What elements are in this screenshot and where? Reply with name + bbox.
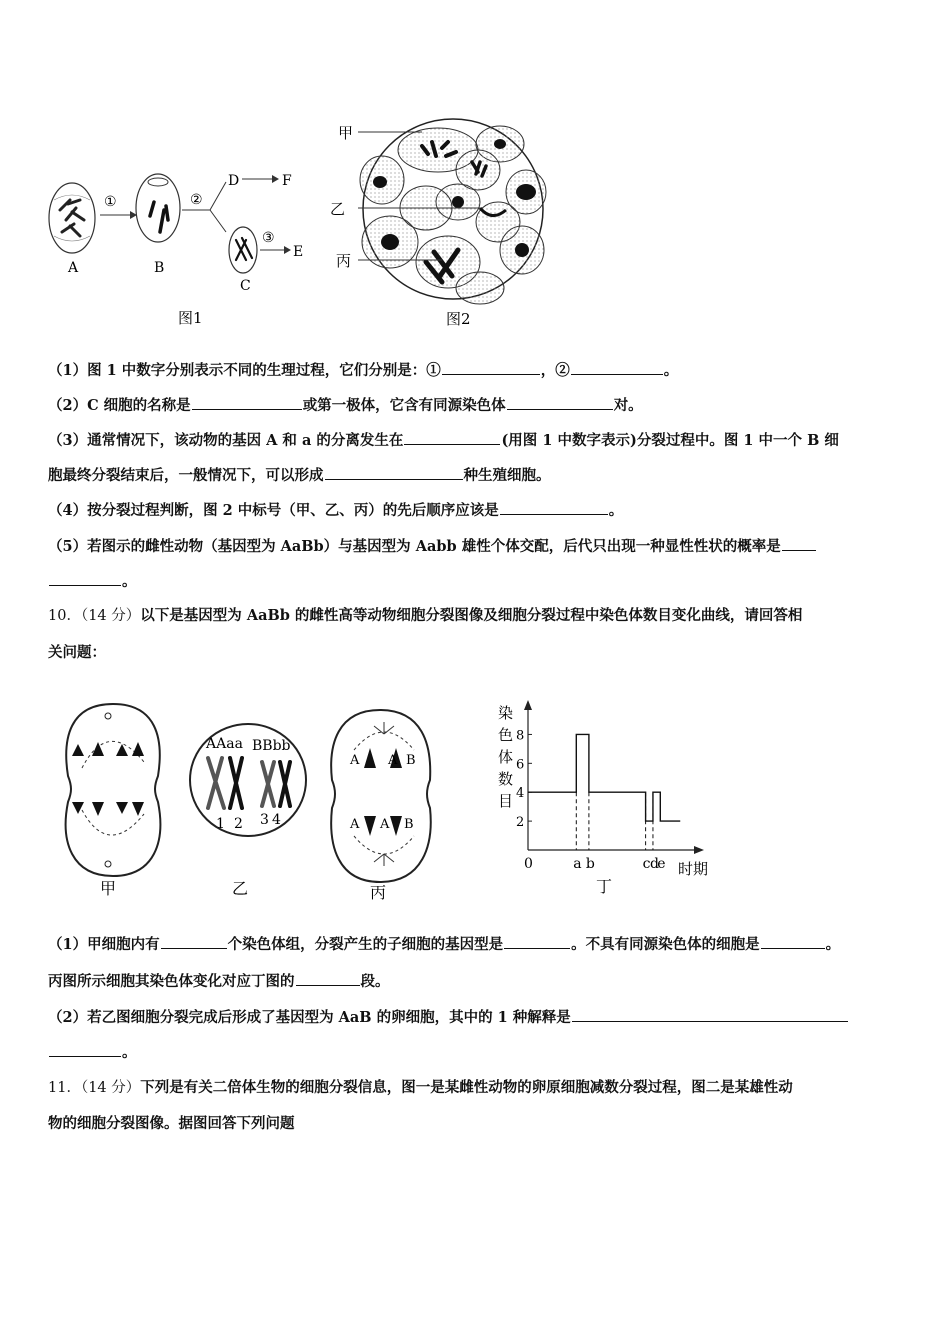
chart-y-title-char: 体 xyxy=(498,748,514,766)
cell-C-label: C xyxy=(240,278,251,294)
bing-gene-1: A xyxy=(350,753,360,768)
q10-blank-5[interactable] xyxy=(572,1007,848,1022)
chart-x-tick-label: b xyxy=(585,856,595,872)
chart-x-tick-label: 0 xyxy=(524,856,533,872)
q11-prompt-cont: 物的细胞分裂图像。据图回答下列问题 xyxy=(48,1115,295,1132)
yi-genes-right: BBbb xyxy=(252,738,291,754)
product-E: E xyxy=(293,244,304,260)
q10-part1: （1）甲细胞内有 个染色体组，分裂产生的子细胞的基因型是 。不具有同源染色体的细胞是 。 xyxy=(48,936,841,953)
figure-1 xyxy=(40,160,330,340)
chart-y-tick-label: 6 xyxy=(516,757,525,773)
arrow-3-label: ③ xyxy=(262,230,275,246)
yi-number-4: 4 xyxy=(272,812,281,828)
q9-part5: （5）若图示的雌性动物（基因型为 AaBb）与基因型为 Aabb 雄性个体交配，后代只出现一种显性性状的概率是 xyxy=(48,536,817,557)
chart-y-title xyxy=(498,704,513,810)
q10-blank-5-cont[interactable] xyxy=(49,1042,121,1057)
arrow-1-label: ① xyxy=(104,194,117,210)
figure-2-label-yi: 乙 xyxy=(330,200,346,218)
q10-blank-3[interactable] xyxy=(761,934,825,949)
chart-series-line xyxy=(528,734,680,821)
figure-2-label-bing: 丙 xyxy=(336,252,352,270)
q9-blank-2[interactable] xyxy=(571,360,663,375)
q9-part3-cont: 胞最终分裂结束后，一般情况下，可以形成 种生殖细胞。 xyxy=(48,467,551,484)
yi-number-1: 1 xyxy=(216,816,225,832)
chart-x-arrow xyxy=(694,846,704,854)
q10-part1-cont: 丙图所示细胞其染色体变化对应丁图的 段。 xyxy=(48,973,390,990)
chart-x-title: 时期 xyxy=(678,860,709,878)
figure-2-caption: 图2 xyxy=(446,310,471,328)
q9-part2: （2）C 细胞的名称是 或第一极体，它含有同源染色体 对。 xyxy=(48,397,643,414)
cell-yi-label: 乙 xyxy=(232,879,249,898)
chart-x-tick-label: e xyxy=(657,856,666,872)
q9-blank-5[interactable] xyxy=(404,430,500,445)
cell-A xyxy=(49,183,95,253)
q9-blank-8[interactable] xyxy=(782,536,816,551)
chart-y-tick-label: 8 xyxy=(516,728,525,744)
figure-2-label-jia: 甲 xyxy=(338,124,354,142)
q9-blank-8-cont[interactable] xyxy=(49,571,121,586)
q9-blank-1[interactable] xyxy=(442,360,540,375)
cell-yi xyxy=(186,718,314,898)
chart-y-title-char: 目 xyxy=(498,792,514,810)
bing-gene-6: B xyxy=(404,817,414,832)
q9-part3: （3）通常情况下，该动物的基因 A 和 a 的分离发生在 (用图 1 中数字表示)分裂过程中。图 1 中一个 B 细 xyxy=(48,432,839,449)
q10-blank-1[interactable] xyxy=(161,934,227,949)
cell-jia xyxy=(58,698,178,898)
yi-genes-left: AAaa xyxy=(206,736,243,752)
q9-blank-6[interactable] xyxy=(325,465,463,480)
chart-ding xyxy=(490,700,730,900)
q10-part2: （2）若乙图细胞分裂完成后形成了基因型为 AaB 的卵细胞，其中的 1 种解释是 xyxy=(48,1007,849,1028)
chart-x-tick-label: c xyxy=(642,856,651,872)
figure-2 xyxy=(330,112,560,337)
q9-part5-cont: 。 xyxy=(48,571,137,592)
q9-blank-7[interactable] xyxy=(500,500,608,515)
q10-prompt: 10．（14 分）以下是基因型为 AaBb 的雌性高等动物细胞分裂图像及细胞分裂过程中染色体数目变化曲线，请回答相 xyxy=(48,607,803,624)
chart-y-tick-label: 2 xyxy=(516,815,525,831)
chart-y-title-char: 数 xyxy=(498,770,514,788)
bing-gene-4: A xyxy=(350,817,360,832)
arrow-2-label: ② xyxy=(190,192,203,208)
chart-caption: 丁 xyxy=(596,877,613,896)
q9-blank-3[interactable] xyxy=(192,395,302,410)
chart-x-tick-label: a xyxy=(573,856,582,872)
chart-y-tick-label: 4 xyxy=(516,786,525,802)
chart-y-title-char: 染 xyxy=(498,704,514,722)
chart-y-arrow xyxy=(524,700,532,710)
chart-x-tick-label: d xyxy=(649,856,659,872)
bing-gene-5: A xyxy=(380,817,390,832)
cell-B xyxy=(136,174,180,242)
q9-part1: （1）图 1 中数字分别表示不同的生理过程，它们分别是：① ，② 。 xyxy=(48,362,679,379)
product-D: D xyxy=(228,173,240,189)
q9-part4: （4）按分裂过程判断，图 2 中标号（甲、乙、丙）的先后顺序应该是 。 xyxy=(48,502,624,519)
q10-blank-2[interactable] xyxy=(504,934,570,949)
bing-gene-3: B xyxy=(406,753,416,768)
cell-bing-label: 丙 xyxy=(370,883,387,900)
q10-prompt-cont: 关问题： xyxy=(48,644,106,661)
q10-part2-cont: 。 xyxy=(48,1042,137,1063)
q10-blank-4[interactable] xyxy=(296,971,360,986)
cell-C xyxy=(229,227,257,273)
yi-number-2: 2 xyxy=(234,816,243,832)
figure-1-caption: 图1 xyxy=(178,309,203,327)
cell-B-label: B xyxy=(154,260,165,276)
cell-bing xyxy=(326,704,442,900)
bing-gene-2: A xyxy=(388,753,398,768)
q11-prompt: 11．（14 分）下列是有关二倍体生物的细胞分裂信息，图一是某雌性动物的卵原细胞减数分裂过程，图二是某雄性动 xyxy=(48,1079,793,1096)
product-F: F xyxy=(282,173,292,189)
q9-blank-4[interactable] xyxy=(507,395,613,410)
yi-number-3: 3 xyxy=(260,812,269,828)
chart-y-title-char: 色 xyxy=(498,726,514,744)
cell-A-label: A xyxy=(68,260,79,276)
cell-jia-label: 甲 xyxy=(100,879,117,898)
